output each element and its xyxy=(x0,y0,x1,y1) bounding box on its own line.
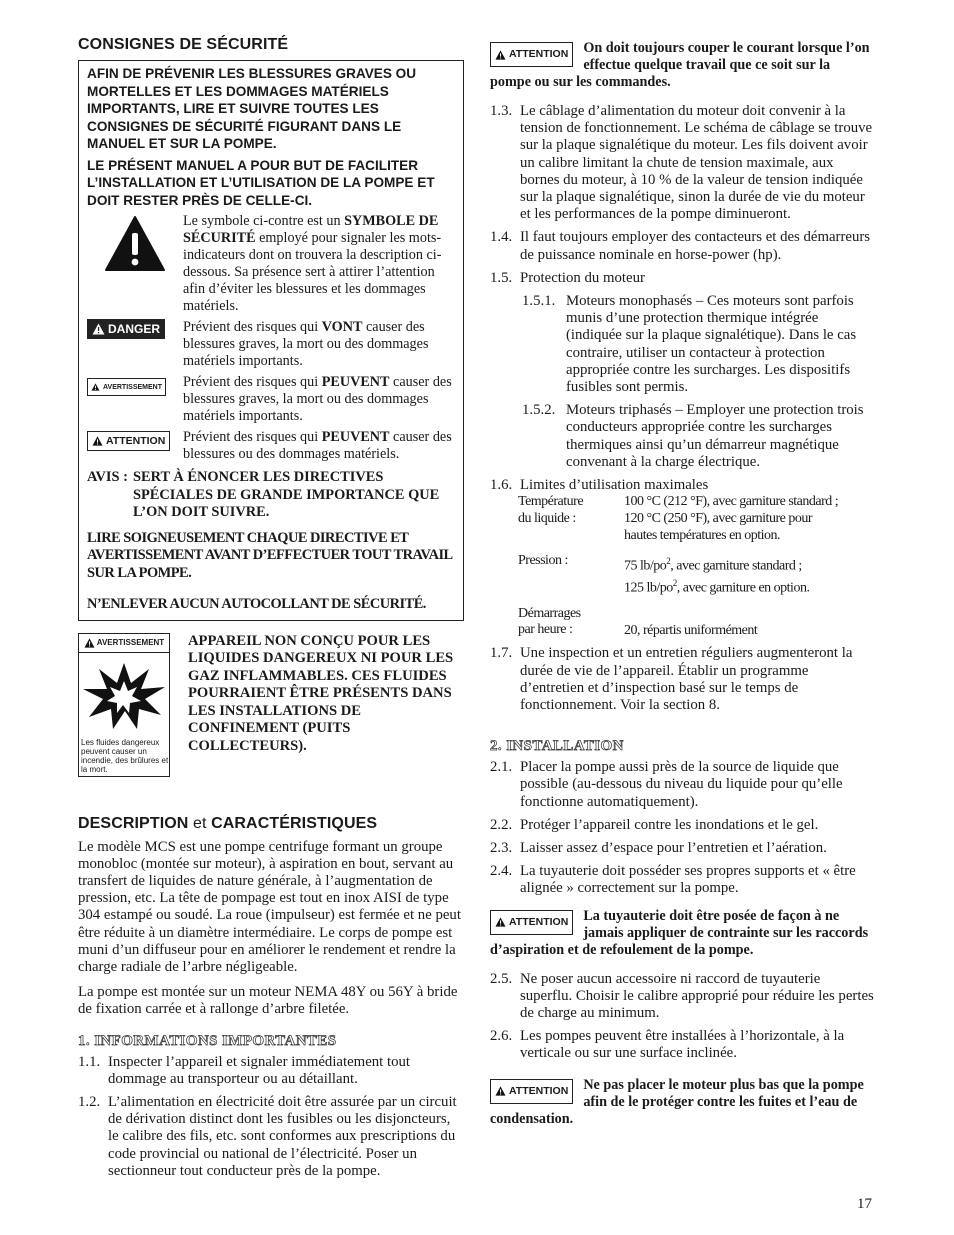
danger-row xyxy=(87,319,455,370)
danger-tag: DANGER xyxy=(87,319,165,339)
item-2-3: 2.3. Laisser assez d’espace pour l’entretien et l’aération. xyxy=(490,839,827,856)
symbol-description: Le symbole ci-contre est un SYMBOLE DE SÉCURITÉ employé pour signaler les mots-indicateurs dont on trouvera la description ci-dessous. Sa présence sert à attirer l’attention afin d’éviter les blessures et les dommages matériels. xyxy=(183,213,442,314)
attention-row xyxy=(87,429,455,463)
hazard-caption: Les fluides dangereux peuvent causer un incendie, des brûlures et la mort. xyxy=(81,737,169,774)
section-2-title: 2. INSTALLATION xyxy=(490,738,624,755)
warning-triangle-icon xyxy=(495,917,506,927)
item-2-2: 2.2. Protéger l’appareil contre les inondations et le gel. xyxy=(490,816,819,833)
item-1-2: 1.2. L’alimentation en électricité doit être assurée par un circuit de dérivation distinct dont les fusibles ou les disjoncteurs, le calibre des fils, etc. sont conformes aux prescriptions du code provincial ou national de l’électricité. Poser un sectionneur tout conducteur près de la pompe. xyxy=(78,1093,457,1179)
attention-piping: ATTENTION La tuyauterie doit être posée de façon à ne jamais appliquer de contrainte sur les raccords d’aspiration et de refoulement de la pompe. xyxy=(490,907,869,958)
warning-triangle-icon xyxy=(92,436,103,446)
warning-triangle-icon xyxy=(84,638,95,648)
warning-triangle-icon xyxy=(495,50,506,60)
limit-temperature: Température du liquide : 100 °C (212 °F), avec garniture standard ; 120 °C (250 °F), avec garniture pour hautes températures en option. xyxy=(518,494,839,543)
warning-triangle-icon xyxy=(92,323,105,335)
attention-tag: ATTENTION xyxy=(490,42,573,67)
item-1-3: 1.3. Le câblage d’alimentation du moteur doit convenir à la tension de fonctionnement. Le schéma de câblage se trouve sur la plaque signalétique du moteur. Les fils doivent avoir un calibre limitant la chute de tension maximale, aux bornes du moteur, à 10 % de la valeur de tension indiquée sur la plaque signalétique, sinon la durée de vie du moteur et les performances de la pompe diminueront. xyxy=(490,103,873,223)
left-column xyxy=(78,36,464,1186)
manual-purpose: LE PRÉSENT MANUEL A POUR BUT DE FACILITER L’INSTALLATION ET L’UTILISATION DE LA POMPE ET DOIT RESTER PRÈS DE CELLE-CI. xyxy=(87,157,435,208)
description-title: DESCRIPTION et CARACTÉRISTIQUES xyxy=(78,814,378,832)
warning-triangle-icon xyxy=(495,1086,506,1096)
page-number: 17 xyxy=(857,1196,872,1212)
attention-motor-position: ATTENTION Ne pas placer le moteur plus bas que la pompe afin de le protéger contre les fuites et l’eau de condensation. xyxy=(490,1076,864,1127)
attention-power-off: ATTENTION On doit toujours couper le courant lorsque l’on effectue quelque travail que ce soit sur la pompe ou sur les commandes. xyxy=(490,40,870,90)
item-1-6: 1.6. Limites d’utilisation maximales xyxy=(490,477,709,494)
item-1-5: 1.5. Protection du moteur xyxy=(490,269,645,286)
warning-triangle-icon xyxy=(91,383,100,391)
attention-tag: ATTENTION xyxy=(490,910,573,935)
safety-box xyxy=(78,60,464,621)
avis-label: AVIS : xyxy=(87,469,128,485)
safety-symbol-icon xyxy=(87,213,183,273)
danger-description: Prévient des risques qui VONT causer des blessures graves, la mort ou des dommages matériels importants. xyxy=(183,319,429,369)
safety-intro: AFIN DE PRÉVENIR LES BLESSURES GRAVES OU MORTELLES ET LES DOMMAGES MATÉRIELS IMPORTANTS, LIRE ET SUIVRE TOUTES LES CONSIGNES DE SÉCURITÉ FIGURANT DANS LE MANUEL ET SUR LA POMPE. xyxy=(87,66,417,151)
avis-text: SERT À ÉNONCER LES DIRECTIVES SPÉCIALES DE GRANDE IMPORTANCE QUE L’ON DOIT SUIVRE. xyxy=(133,469,440,520)
limit-pressure: Pression : 75 $lb/po^2$, avec garniture standard ; 125 $lb/po^2$, avec garniture en option. xyxy=(518,552,810,596)
item-1-5-2: 1.5.2. Moteurs triphasés – Employer une protection trois conducteurs appropriée contre les surcharges thermiques ainsi qu’un démarreur magnétique convenant à la charge électrique. xyxy=(522,402,864,470)
item-2-5: 2.5. Ne poser aucun accessoire ni raccord de tuyauterie superflu. Choisir le calibre approprié pour réduire les pertes de charge au minimum. xyxy=(490,970,874,1021)
right-column xyxy=(490,36,874,1140)
avertissement-tag: AVERTISSEMENT xyxy=(87,378,166,396)
avertissement-description: Prévient des risques qui PEUVENT causer des blessures graves, la mort ou des dommages matériels importants. xyxy=(183,374,452,424)
item-1-1: 1.1. Inspecter l’appareil et signaler immédiatement tout dommage au transporteur ou au détaillant. xyxy=(78,1053,410,1087)
item-2-6: 2.6. Les pompes peuvent être installées à l’horizontale, à la verticale ou sur une surface inclinée. xyxy=(490,1028,845,1062)
item-2-4: 2.4. La tuyauterie doit posséder ses propres supports et « être alignée » correctement sur la pompe. xyxy=(490,863,856,897)
item-1-4: 1.4. Il faut toujours employer des contacteurs et des démarreurs de puissance nominale en horse-power (hp). xyxy=(490,229,871,263)
hazard-label xyxy=(78,633,170,777)
attention-tag: ATTENTION xyxy=(490,1079,573,1104)
attention-tag: ATTENTION xyxy=(87,431,170,451)
safety-title: CONSIGNES DE SÉCURITÉ xyxy=(78,36,289,53)
sticker-warning: N’ENLEVER AUCUN AUTOCOLLANT DE SÉCURITÉ. xyxy=(87,596,426,612)
hazard-warning xyxy=(78,633,464,777)
item-2-1: 2.1. Placer la pompe aussi près de la source de liquide que possible (au-dessous du niveau du liquide pour qu’elle fonctionne automatiquement). xyxy=(490,759,843,810)
hazard-text: APPAREIL NON CONÇU POUR LES LIQUIDES DANGEREUX NI POUR LES GAZ INFLAMMABLES. CES FLUIDES POURRAIENT ÊTRE PRÉSENTS DANS LES INSTALLATIONS DE CONFINEMENT (PUITS COLLECTEURS). xyxy=(188,632,454,754)
description-paragraph-1: Le modèle MCS est une pompe centrifuge formant un groupe monobloc (montée sur moteur), à aspiration en bout, servant au transfert de liquides de nature générale, à l’augmentation de pression, etc. La tête de pompage est tout en inox AISI de type 304 estampé ou soudé. La roue (impulseur) est fermée et ne peut être réduite à un diamètre intermédiaire. Le corps de pompe est muni d’un diffuseur pour en améliorer le rendement et rendre la charge radiale de l’arbre négligeable. xyxy=(78,838,461,975)
read-instructions: LIRE SOIGNEUSEMENT CHAQUE DIRECTIVE ET AVERTISSEMENT AVANT D’EFFECTUER TOUT TRAVAIL SUR LA POMPE. xyxy=(87,529,452,581)
item-1-7: 1.7. Une inspection et un entretien réguliers augmenteront la durée de vie de l’appareil. Établir un programme d’entretien et d’inspection basé sur le temps de fonctionnement. Voir la section 8. xyxy=(490,645,853,713)
item-1-5-1: 1.5.1. Moteurs monophasés – Ces moteurs sont parfois munis d’une protection thermique intégrée (indiquée sur la plaque signalétique). Dans le cas contraire, utiliser un contacteur à protection appropriée contre les surcharges. Les dispositifs fusibles sont permis. xyxy=(522,293,857,396)
avis-note xyxy=(87,469,455,522)
avertissement-row xyxy=(87,374,455,425)
hazard-tag: AVERTISSEMENT xyxy=(79,634,169,653)
symbol-row xyxy=(87,213,455,315)
attention-description: Prévient des risques qui PEUVENT causer des blessures ou des dommages matériels. xyxy=(183,429,452,462)
section-1-title: 1. INFORMATIONS IMPORTANTES xyxy=(78,1032,337,1049)
explosion-icon xyxy=(79,659,169,731)
limit-starts: Démarrages par heure : 20, répartis uniformément xyxy=(518,605,758,638)
description-paragraph-2: La pompe est montée sur un moteur NEMA 48Y ou 56Y à bride de fixation carrée et à rallonge d’arbre filetée. xyxy=(78,984,458,1018)
operating-limits xyxy=(490,494,874,639)
